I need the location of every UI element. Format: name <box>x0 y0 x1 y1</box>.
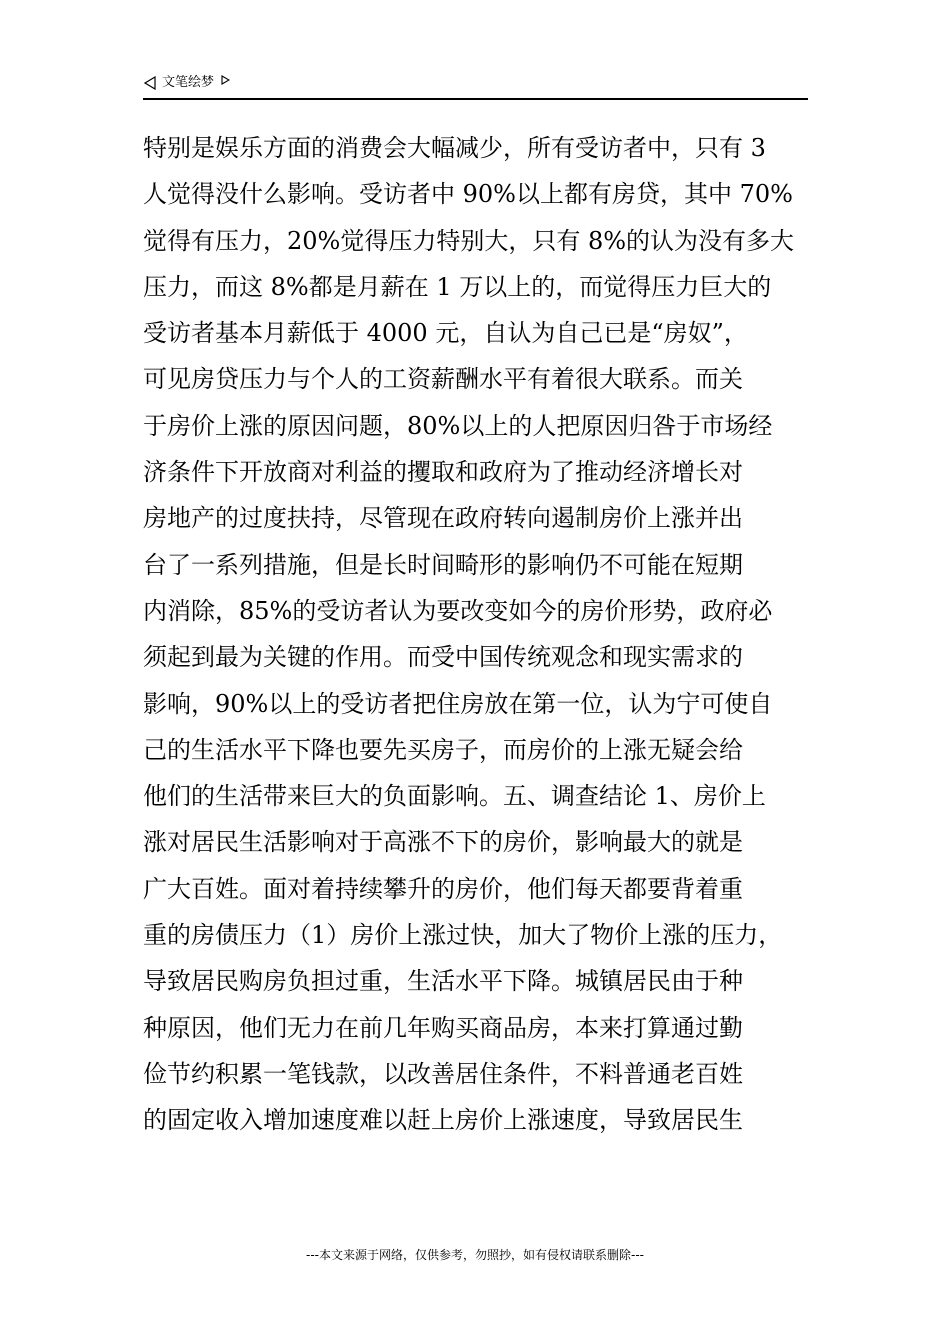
text-line: 的固定收入增加速度难以赶上房价上涨速度，导致居民生 <box>143 1106 743 1135</box>
text-line: 广大百姓。面对着持续攀升的房价，他们每天都要背着重 <box>143 874 743 903</box>
text-line: 导致居民购房负担过重，生活水平下降。城镇居民由于种 <box>143 967 743 996</box>
text-line: 涨对居民生活影响对于高涨不下的房价，影响最大的就是 <box>143 828 743 857</box>
text-line: 影响，90%以上的受访者把住房放在第一位，认为宁可使自 <box>143 689 773 718</box>
text-line: 重的房债压力（1）房价上涨过快，加大了物价上涨的压力， <box>143 921 783 950</box>
text-line: 压力，而这 8%都是月薪在 1 万以上的，而觉得压力巨大的 <box>143 272 772 301</box>
text-line: 特别是娱乐方面的消费会大幅减少，所有受访者中，只有 3 <box>143 134 766 162</box>
text-line: 己的生活水平下降也要先买房子，而房价的上涨无疑会给 <box>143 735 743 764</box>
text-line: 济条件下开放商对利益的攫取和政府为了推动经济增长对 <box>143 458 743 487</box>
text-line: 于房价上涨的原因问题，80%以上的人把原因归咎于市场经 <box>143 411 773 440</box>
text-line: 内消除，85%的受访者认为要改变如今的房价形势，政府必 <box>143 596 773 625</box>
body-text <box>143 125 811 1144</box>
header-title-group <box>143 74 230 92</box>
text-line: 种原因，他们无力在前几年购买商品房，本来打算通过勤 <box>143 1013 743 1042</box>
text-line: 房地产的过度扶持，尽管现在政府转向遏制房价上涨并出 <box>143 504 743 533</box>
text-line: 人觉得没什么影响。受访者中 90%以上都有房贷，其中 70% <box>143 180 793 209</box>
triangle-left-icon <box>143 76 157 90</box>
text-line: 俭节约积累一笔钱款，以改善居住条件，不料普通老百姓 <box>143 1059 743 1088</box>
triangle-right-icon <box>220 75 230 85</box>
page-header <box>143 72 808 100</box>
header-title: 文笔绘梦 <box>162 75 215 90</box>
text-line: 须起到最为关键的作用。而受中国传统观念和现实需求的 <box>143 643 743 672</box>
text-line: 可见房贷压力与个人的工资薪酬水平有着很大联系。而关 <box>143 365 743 394</box>
text-line: 觉得有压力，20%觉得压力特别大，只有 8%的认为没有多大 <box>143 226 795 255</box>
text-line: 他们的生活带来巨大的负面影响。五、调查结论 1、房价上 <box>143 782 766 811</box>
page-footer: ---本文来源于网络，仅供参考，勿照抄，如有侵权请联系删除--- <box>306 1248 644 1262</box>
text-line: 受访者基本月薪低于 4000 元，自认为自己已是“房奴”， <box>143 319 748 348</box>
text-line: 台了一系列措施，但是长时间畸形的影响仍不可能在短期 <box>143 550 743 579</box>
